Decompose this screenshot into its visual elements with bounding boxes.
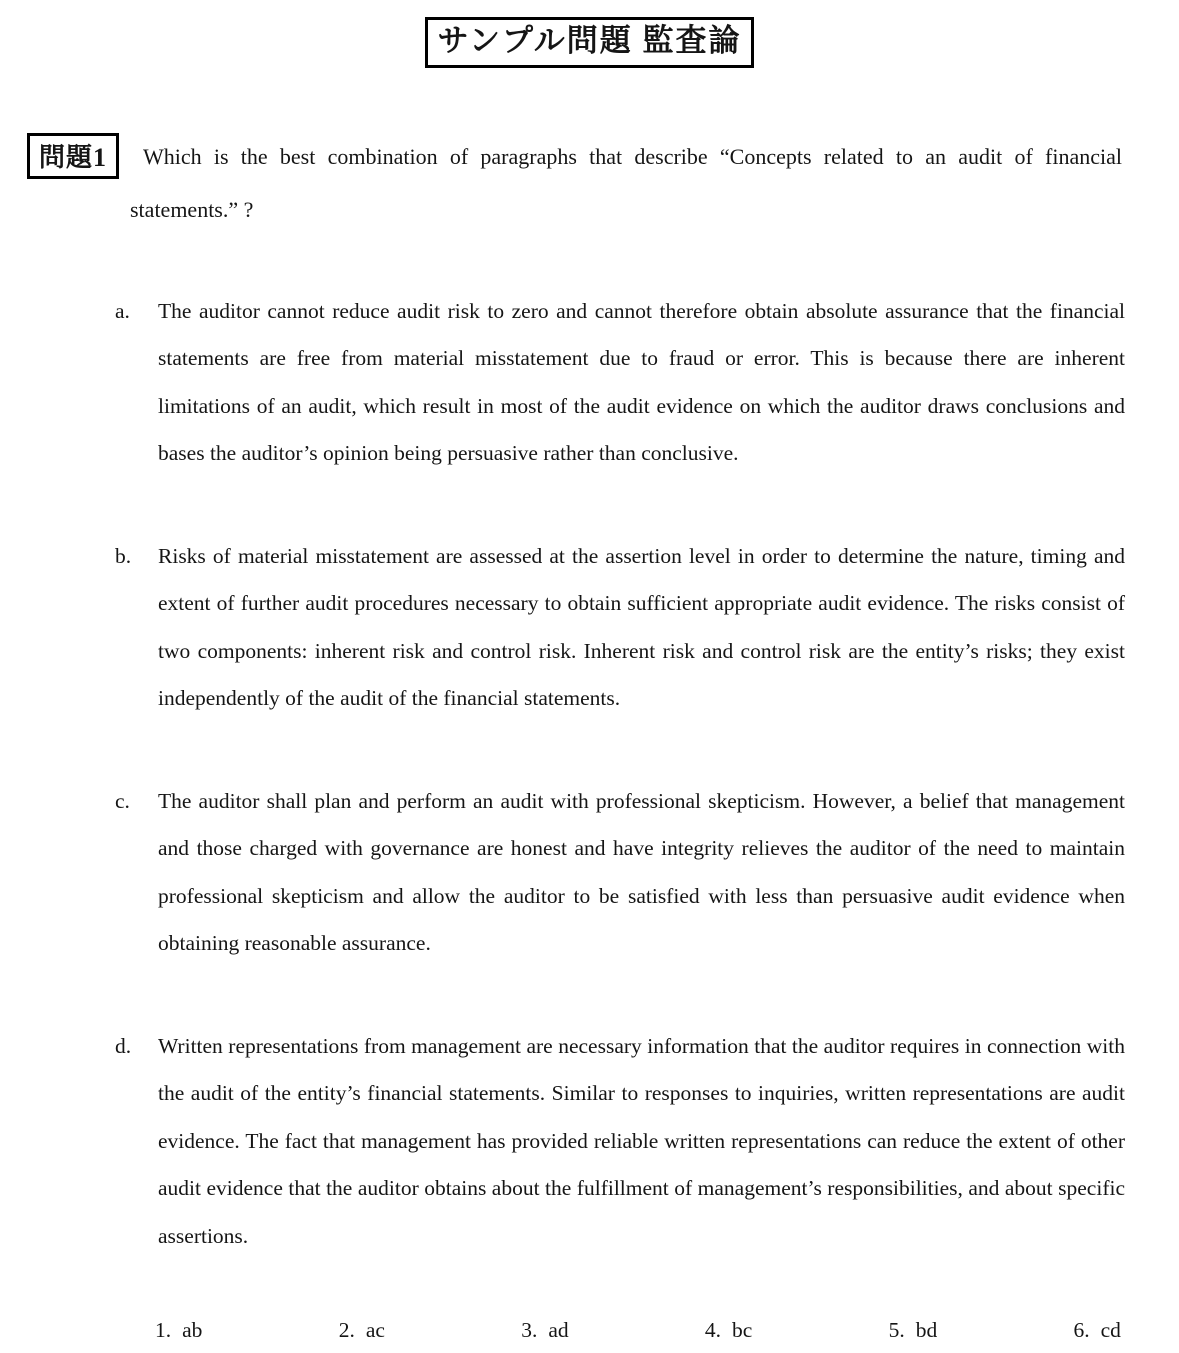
choice-number: 4. [704, 1318, 722, 1343]
answer-choice-2 [339, 1315, 385, 1345]
paragraph-label: a. [115, 298, 130, 323]
paragraph-text: Written representations from management are necessary information that the auditor requires in connection with the audit of the entity’s financial statements. Similar to responses to inquiries, written representations are audit evidence. The fact that management has provided reliable written representations can reduce the extent of other audit evidence that the auditor obtains about the fulfillment of management’s responsibilities, and about specific assertions. [158, 1033, 1125, 1248]
paragraph-label: c. [115, 788, 130, 813]
answer-choice-6 [1074, 1315, 1121, 1345]
paragraph-text: The auditor shall plan and perform an audit with professional skepticism. However, a belief that management and those charged with governance are honest and have integrity relieves the auditor of the need to maintain professional skepticism and allow the auditor to be satisfied with less than persuasive audit evidence when obtaining reasonable assurance. [158, 788, 1125, 956]
question-number-badge [27, 133, 119, 179]
answer-choice-3 [521, 1315, 568, 1345]
paragraph-label: b. [115, 543, 132, 568]
paragraph-label: d. [115, 1033, 132, 1058]
choice-number: 1. [155, 1318, 172, 1343]
choice-value: ad [548, 1318, 569, 1343]
answer-choice-5 [889, 1315, 938, 1345]
choice-value: bc [732, 1318, 753, 1343]
document-title-box [425, 17, 755, 68]
question-text: Which is the best combination of paragraphs that describe “Concepts related to an audit of financial statements.” ? [130, 143, 1122, 222]
document-title: サンプル問題 監査論 [437, 23, 742, 58]
paragraph-item-d [115, 1023, 1125, 1261]
paragraph-item-c [115, 778, 1125, 968]
choice-number: 5. [888, 1318, 905, 1343]
choice-value: ac [365, 1318, 385, 1343]
choice-value: ab [182, 1318, 203, 1343]
paragraph-text: Risks of material misstatement are assessed at the assertion level in order to determine the nature, timing and extent of further audit procedures necessary to obtain sufficient appropriate audit evidence. The risks consist of two components: inherent risk and control risk. Inherent risk and control risk are the entity’s risks; they exist independently of the audit of the financial statements. [158, 543, 1125, 711]
paragraph-item-a [115, 288, 1125, 478]
answer-choice-1 [155, 1315, 202, 1345]
choice-number: 6. [1073, 1318, 1090, 1343]
answer-choice-4 [705, 1315, 752, 1345]
choice-number: 2. [338, 1318, 355, 1343]
choice-value: cd [1100, 1318, 1121, 1343]
answer-choices-row [155, 1315, 1121, 1345]
title-row [0, 0, 1179, 68]
choice-value: bd [915, 1318, 938, 1343]
paragraph-item-b [115, 533, 1125, 723]
paragraph-text: The auditor cannot reduce audit risk to zero and cannot therefore obtain absolute assurance that the financial statements are free from material misstatement due to fraud or error. This is because there are inherent limitations of an audit, which result in most of the audit evidence on which the auditor draws conclusions and bases the auditor’s opinion being persuasive rather than conclusive. [158, 298, 1125, 466]
question-number-label: 問題1 [38, 143, 107, 173]
choice-number: 3. [521, 1318, 538, 1343]
paragraph-list [0, 288, 1179, 1261]
question-section [0, 130, 1179, 236]
